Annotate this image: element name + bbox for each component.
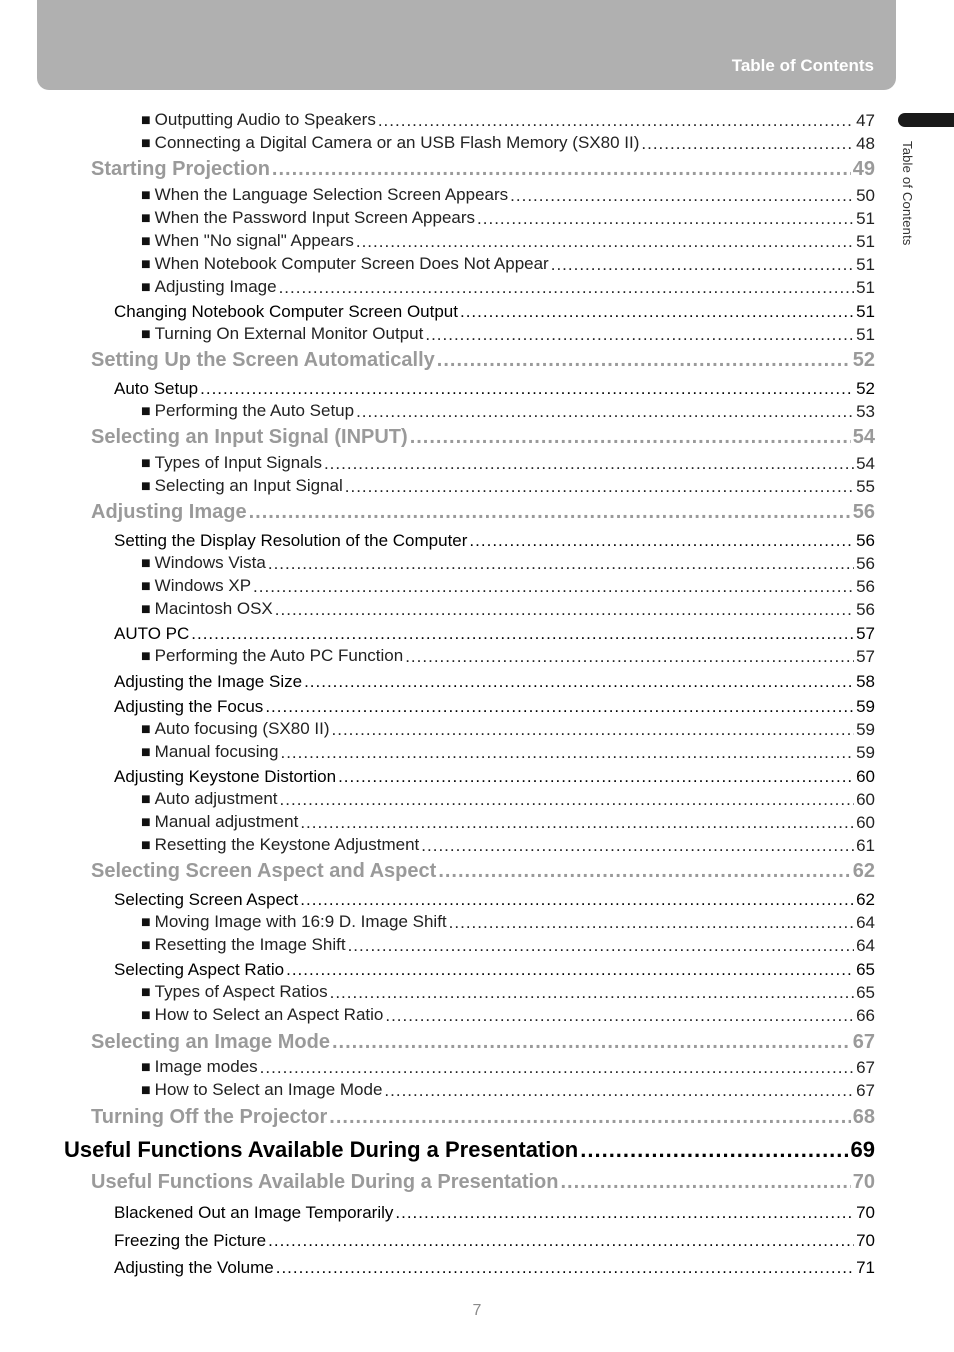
- toc-entry-label: [91, 159, 270, 179]
- toc-entry[interactable]: [114, 625, 875, 642]
- dot-leader: [338, 768, 854, 785]
- dot-leader: [200, 380, 854, 397]
- toc-entry-page: 64: [856, 913, 875, 932]
- dot-leader: [330, 984, 854, 1001]
- toc-entry-page: 64: [856, 936, 875, 955]
- toc-entry[interactable]: [114, 532, 875, 549]
- toc-entry[interactable]: [141, 813, 875, 831]
- dot-leader: [329, 1107, 850, 1127]
- toc-entry-page: 71: [856, 1258, 875, 1277]
- toc-entry-page: 51: [856, 232, 875, 251]
- square-bullet-icon: ■: [141, 791, 151, 808]
- toc-entry-text: Auto focusing (SX80 II): [154, 719, 330, 738]
- toc-entry-label: [114, 532, 467, 549]
- toc-entry-text: Macintosh OSX: [154, 599, 273, 618]
- toc-entry-text: Connecting a Digital Camera or an USB Flash Memory (SX80 II): [154, 133, 640, 152]
- toc-entry-text: Types of Input Signals: [154, 453, 322, 472]
- toc-entry-page: 50: [856, 186, 875, 205]
- toc-entry[interactable]: [141, 743, 875, 761]
- toc-entry-page: 69: [850, 1137, 875, 1162]
- toc-entry[interactable]: [91, 350, 875, 370]
- toc-entry-label: [141, 983, 328, 1001]
- toc-entry[interactable]: [114, 1259, 875, 1276]
- toc-entry[interactable]: [114, 303, 875, 320]
- toc-entry[interactable]: [141, 186, 875, 204]
- toc-entry-text: Manual adjustment: [154, 812, 299, 831]
- toc-entry-text: Adjusting the Volume: [114, 1258, 274, 1277]
- dot-leader: [348, 937, 855, 954]
- dot-leader: [384, 1082, 854, 1099]
- toc-entry-page: 65: [856, 983, 875, 1002]
- toc-entry-text: Resetting the Image Shift: [154, 935, 346, 954]
- toc-entry-text: Windows Vista: [154, 553, 266, 572]
- dot-leader: [395, 1204, 854, 1221]
- toc-entry-text: How to Select an Image Mode: [154, 1080, 383, 1099]
- square-bullet-icon: ■: [141, 837, 151, 854]
- toc-entry-page: 51: [856, 302, 875, 321]
- toc-entry-page: 51: [856, 325, 875, 344]
- dot-leader: [641, 135, 854, 152]
- toc-entry-text: Resetting the Keystone Adjustment: [154, 835, 420, 854]
- toc-entry[interactable]: [91, 159, 875, 179]
- toc-entry[interactable]: [91, 427, 875, 447]
- toc-entry-text: Performing the Auto Setup: [154, 401, 355, 420]
- toc-entry[interactable]: [91, 861, 875, 881]
- toc-entry-page: 58: [856, 672, 875, 691]
- toc-entry-page: 59: [856, 743, 875, 762]
- dot-leader: [438, 861, 850, 881]
- square-bullet-icon: ■: [141, 555, 151, 572]
- toc-entry-page: 68: [852, 1106, 875, 1128]
- toc-entry-label: [141, 402, 354, 420]
- toc-entry-label: [141, 1006, 383, 1024]
- toc-entry-text: When the Language Selection Screen Appears: [154, 185, 509, 204]
- square-bullet-icon: ■: [141, 937, 151, 954]
- toc-entry-page: 54: [852, 426, 875, 448]
- dot-leader: [332, 1032, 851, 1052]
- toc-entry-page: 57: [856, 624, 875, 643]
- toc-entry-label: [141, 1058, 258, 1076]
- square-bullet-icon: ■: [141, 984, 151, 1001]
- toc-entry-text: Auto Setup: [114, 379, 199, 398]
- square-bullet-icon: ■: [141, 403, 151, 420]
- dot-leader: [580, 1139, 848, 1161]
- dot-leader: [268, 1232, 854, 1249]
- toc-entry-label: [141, 936, 346, 954]
- toc-entry-text: Adjusting Keystone Distortion: [114, 767, 337, 786]
- toc-entry-label: [114, 891, 298, 908]
- toc-entry-label: [141, 278, 277, 296]
- toc-entry-page: 60: [856, 813, 875, 832]
- toc-entry-label: [114, 1259, 274, 1276]
- toc-entry-page: 48: [856, 134, 875, 153]
- toc-entry-text: How to Select an Aspect Ratio: [154, 1005, 384, 1024]
- toc-entry-page: 51: [856, 209, 875, 228]
- toc-entry[interactable]: [114, 1204, 875, 1221]
- square-bullet-icon: ■: [141, 187, 151, 204]
- toc-entry-text: Manual focusing: [154, 742, 279, 761]
- toc-entry[interactable]: [141, 1081, 875, 1099]
- toc-entry[interactable]: [114, 961, 875, 978]
- square-bullet-icon: ■: [141, 914, 151, 931]
- toc-entry-text: When Notebook Computer Screen Does Not Appear: [154, 254, 549, 273]
- dot-leader: [260, 1059, 854, 1076]
- toc-entry[interactable]: [141, 577, 875, 595]
- toc-entry[interactable]: [141, 209, 875, 227]
- toc-entry-label: [141, 477, 343, 495]
- toc-entry-text: Setting Up the Screen Automatically: [91, 349, 435, 371]
- toc-entry-text: Selecting an Input Signal (INPUT): [91, 426, 408, 448]
- toc-entry-text: Outputting Audio to Speakers: [154, 110, 376, 129]
- square-bullet-icon: ■: [141, 721, 151, 738]
- dot-leader: [300, 891, 854, 908]
- square-bullet-icon: ■: [141, 112, 151, 129]
- toc-entry-page: 51: [856, 278, 875, 297]
- toc-entry[interactable]: [141, 836, 875, 854]
- toc-entry[interactable]: [114, 380, 875, 397]
- toc-entry-text: Selecting an Input Signal: [154, 476, 343, 495]
- toc-entry-label: [141, 720, 330, 738]
- dot-leader: [405, 648, 854, 665]
- toc-entry-text: Image modes: [154, 1057, 258, 1076]
- toc-entry[interactable]: [114, 698, 875, 715]
- toc-entry[interactable]: [141, 1006, 875, 1024]
- toc-entry-label: [114, 303, 458, 320]
- dot-leader: [249, 502, 851, 522]
- toc-entry-label: [91, 502, 247, 522]
- toc-entry-page: 70: [856, 1231, 875, 1250]
- toc-entry[interactable]: [141, 600, 875, 618]
- dot-leader: [460, 303, 854, 320]
- toc-entry-page: 59: [856, 697, 875, 716]
- header-title: Table of Contents: [731, 56, 874, 75]
- toc-entry-page: 66: [856, 1006, 875, 1025]
- square-bullet-icon: ■: [141, 256, 151, 273]
- toc-entry-text: Selecting Screen Aspect: [114, 890, 299, 909]
- side-tab-label: Table of Contents: [900, 141, 915, 246]
- toc-entry[interactable]: [64, 1139, 875, 1161]
- dot-leader: [253, 578, 854, 595]
- toc-entry[interactable]: [141, 134, 875, 152]
- toc-entry-text: Auto adjustment: [154, 789, 278, 808]
- toc-entry-page: 56: [856, 600, 875, 619]
- toc-entry[interactable]: [141, 554, 875, 572]
- square-bullet-icon: ■: [141, 814, 151, 831]
- dot-leader: [551, 256, 854, 273]
- dot-leader: [477, 210, 854, 227]
- toc-entry-text: Windows XP: [154, 576, 252, 595]
- dot-leader: [345, 478, 854, 495]
- toc-entry-label: [141, 186, 508, 204]
- toc-entry-page: 60: [856, 790, 875, 809]
- dot-leader: [356, 233, 854, 250]
- toc-entry-page: 62: [852, 860, 875, 882]
- toc-entry-label: [141, 134, 639, 152]
- toc-entry-label: [114, 625, 189, 642]
- square-bullet-icon: ■: [141, 744, 151, 761]
- dot-leader: [280, 744, 854, 761]
- dot-leader: [265, 698, 854, 715]
- toc-entry[interactable]: [91, 502, 875, 522]
- toc-entry-label: [141, 325, 423, 343]
- toc-entry-text: AUTO PC: [114, 624, 190, 643]
- square-bullet-icon: ■: [141, 1059, 151, 1076]
- toc-entry-label: [141, 913, 447, 931]
- toc-entry-label: [91, 427, 408, 447]
- toc-entry-text: Blackened Out an Image Temporarily: [114, 1203, 394, 1222]
- toc-entry-page: 52: [852, 349, 875, 371]
- page-number: 7: [472, 1302, 482, 1319]
- toc-entry-page: 56: [852, 501, 875, 523]
- toc-entry[interactable]: [91, 1172, 875, 1192]
- toc-entry-label: [91, 350, 435, 370]
- toc-entry-text: Turning Off the Projector: [91, 1106, 328, 1128]
- dot-leader: [304, 673, 854, 690]
- toc-entry-text: Useful Functions Available During a Presentation: [91, 1171, 559, 1193]
- toc-entry-page: 51: [856, 255, 875, 274]
- toc-entry-label: [141, 1081, 382, 1099]
- dot-leader: [561, 1172, 851, 1192]
- dot-leader: [268, 555, 854, 572]
- toc-entry-label: [141, 454, 322, 472]
- toc-entry-text: Adjusting Image: [154, 277, 277, 296]
- toc-entry-label: [91, 861, 436, 881]
- toc-entry-page: 56: [856, 531, 875, 550]
- toc-entry-label: [114, 961, 284, 978]
- toc-entry-page: 57: [856, 647, 875, 666]
- toc-entry-page: 56: [856, 577, 875, 596]
- toc-entry-text: Useful Functions Available During a Presentation: [64, 1137, 579, 1162]
- dot-leader: [300, 814, 854, 831]
- square-bullet-icon: ■: [141, 135, 151, 152]
- toc-entry-text: Adjusting the Focus: [114, 697, 264, 716]
- dot-leader: [280, 791, 855, 808]
- toc-entry-page: 70: [852, 1171, 875, 1193]
- toc-entry[interactable]: [141, 278, 875, 296]
- toc-entry-page: 49: [852, 158, 875, 180]
- dot-leader: [378, 112, 854, 129]
- dot-leader: [437, 350, 851, 370]
- toc-entry-label: [141, 554, 266, 572]
- toc-entry-text: Adjusting the Image Size: [114, 672, 303, 691]
- toc-entry-label: [141, 111, 376, 129]
- square-bullet-icon: ■: [141, 578, 151, 595]
- dot-leader: [469, 532, 854, 549]
- toc-entry-label: [64, 1139, 578, 1161]
- toc-entry-label: [141, 743, 278, 761]
- square-bullet-icon: ■: [141, 648, 151, 665]
- toc-entry-label: [91, 1107, 327, 1127]
- toc-entry-page: 67: [856, 1081, 875, 1100]
- toc-entry-text: Freezing the Picture: [114, 1231, 267, 1250]
- dot-leader: [275, 601, 854, 618]
- toc-entry-page: 52: [856, 379, 875, 398]
- toc-entry-text: Moving Image with 16:9 D. Image Shift: [154, 912, 447, 931]
- toc-entry-page: 59: [856, 720, 875, 739]
- toc-entry[interactable]: [91, 1032, 875, 1052]
- toc-entry[interactable]: [141, 936, 875, 954]
- dot-leader: [449, 914, 854, 931]
- toc-entry[interactable]: [141, 720, 875, 738]
- toc-entry-text: When "No signal" Appears: [154, 231, 354, 250]
- toc-entry-page: 61: [856, 836, 875, 855]
- dot-leader: [272, 159, 851, 179]
- dot-leader: [356, 403, 854, 420]
- toc-entry-text: Adjusting Image: [91, 501, 247, 523]
- toc-entry-label: [141, 813, 298, 831]
- toc-entry-label: [141, 577, 251, 595]
- toc-entry[interactable]: [141, 983, 875, 1001]
- toc-entry-text: When the Password Input Screen Appears: [154, 208, 476, 227]
- square-bullet-icon: ■: [141, 455, 151, 472]
- toc-entry-label: [91, 1172, 559, 1192]
- toc-entry-label: [141, 647, 403, 665]
- toc-entry-label: [114, 768, 336, 785]
- toc-entry-label: [91, 1032, 330, 1052]
- toc-entry[interactable]: [91, 1107, 875, 1127]
- toc-entry-text: Types of Aspect Ratios: [154, 982, 328, 1001]
- toc-entry-page: 67: [856, 1058, 875, 1077]
- toc-entry-label: [114, 1204, 393, 1221]
- toc-entry-label: [114, 1232, 266, 1249]
- toc-entry[interactable]: [141, 790, 875, 808]
- toc-entry[interactable]: [141, 1058, 875, 1076]
- toc-entry[interactable]: [141, 647, 875, 665]
- toc-entry-page: 70: [856, 1203, 875, 1222]
- toc-entry-label: [114, 673, 302, 690]
- toc-entry-page: 67: [852, 1031, 875, 1053]
- dot-leader: [421, 837, 854, 854]
- dot-leader: [410, 427, 851, 447]
- toc-entry-text: Turning On External Monitor Output: [154, 324, 424, 343]
- toc-entry-text: Selecting Screen Aspect and Aspect: [91, 860, 437, 882]
- toc-entry-page: 65: [856, 960, 875, 979]
- dot-leader: [279, 279, 855, 296]
- dot-leader: [286, 961, 854, 978]
- square-bullet-icon: ■: [141, 279, 151, 296]
- square-bullet-icon: ■: [141, 478, 151, 495]
- toc-entry-page: 60: [856, 767, 875, 786]
- toc-entry[interactable]: [141, 232, 875, 250]
- dot-leader: [276, 1259, 854, 1276]
- toc-entry[interactable]: [141, 913, 875, 931]
- toc-entry-label: [141, 790, 278, 808]
- toc-entry-label: [141, 600, 273, 618]
- toc-entry-page: 62: [856, 890, 875, 909]
- toc-entry[interactable]: [114, 768, 875, 785]
- square-bullet-icon: ■: [141, 233, 151, 250]
- toc-entry[interactable]: [114, 891, 875, 908]
- toc-entry-page: 47: [856, 111, 875, 130]
- toc-entry-text: Starting Projection: [91, 158, 270, 180]
- dot-leader: [191, 625, 854, 642]
- toc-entry-label: [141, 209, 475, 227]
- toc-entry-text: Selecting Aspect Ratio: [114, 960, 285, 979]
- dot-leader: [425, 326, 854, 343]
- square-bullet-icon: ■: [141, 1082, 151, 1099]
- toc-entry-label: [141, 836, 419, 854]
- toc-entry-page: 53: [856, 402, 875, 421]
- toc-entry-page: 56: [856, 554, 875, 573]
- toc-entry-text: Selecting an Image Mode: [91, 1031, 330, 1053]
- square-bullet-icon: ■: [141, 326, 151, 343]
- dot-leader: [332, 721, 855, 738]
- toc-entry[interactable]: [141, 255, 875, 273]
- toc-entry[interactable]: [141, 325, 875, 343]
- toc-entry-page: 54: [856, 454, 875, 473]
- toc-entry[interactable]: [114, 673, 875, 690]
- toc-entry-page: 55: [856, 477, 875, 496]
- square-bullet-icon: ■: [141, 210, 151, 227]
- dot-leader: [510, 187, 854, 204]
- square-bullet-icon: ■: [141, 1007, 151, 1024]
- toc-entry-text: Setting the Display Resolution of the Computer: [114, 531, 468, 550]
- toc-entry-label: [114, 380, 198, 397]
- toc-entry[interactable]: [141, 477, 875, 495]
- square-bullet-icon: ■: [141, 601, 151, 618]
- toc-entry[interactable]: [141, 454, 875, 472]
- dot-leader: [385, 1007, 854, 1024]
- dot-leader: [324, 455, 854, 472]
- toc-entry-text: Changing Notebook Computer Screen Output: [114, 302, 458, 321]
- toc-entry[interactable]: [114, 1232, 875, 1249]
- toc-entry-label: [141, 255, 549, 273]
- toc-entry-label: [114, 698, 263, 715]
- toc-entry-text: Performing the Auto PC Function: [154, 646, 404, 665]
- toc-entry[interactable]: [141, 402, 875, 420]
- toc-entry-label: [141, 232, 354, 250]
- toc-entry[interactable]: [141, 111, 875, 129]
